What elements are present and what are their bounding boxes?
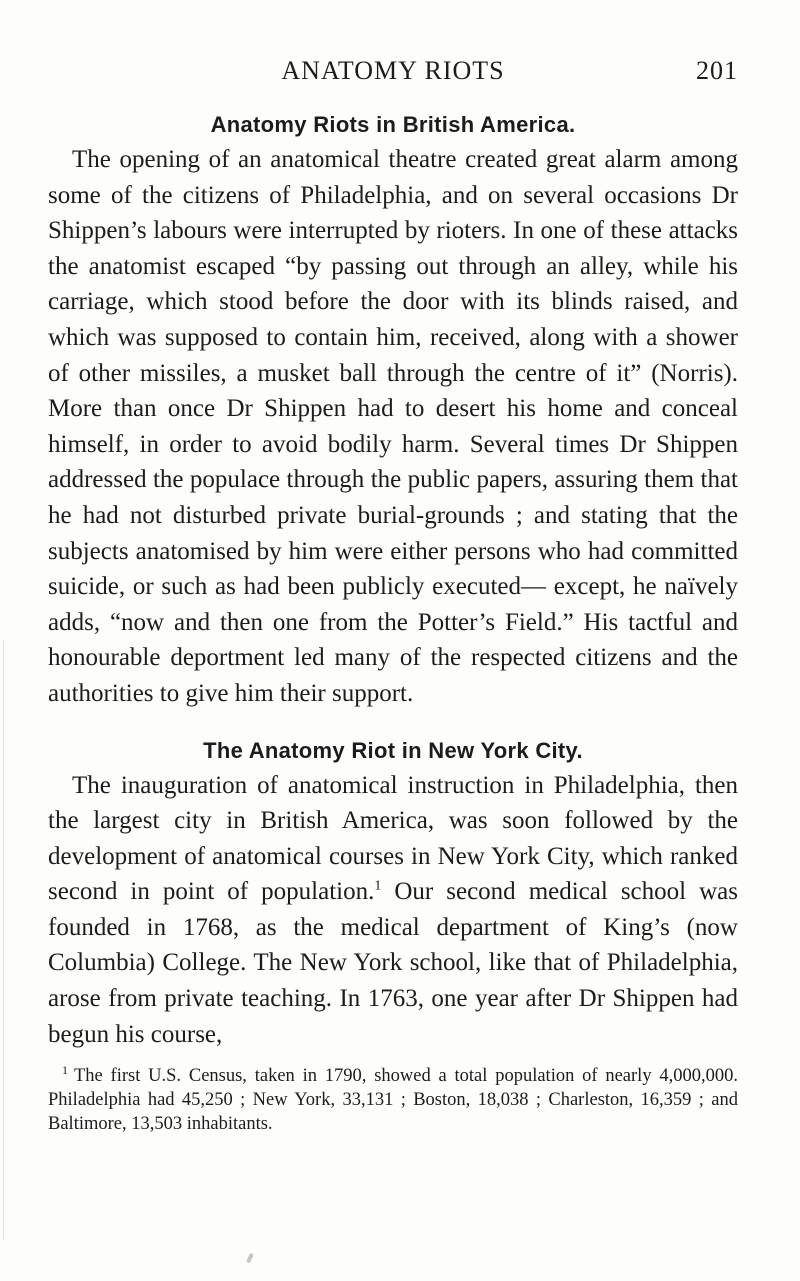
paragraph-british-america: The opening of an anatomical theatre created great alarm among some of the citizens of Philadelphia, and on several occasions Dr Shippen’s labours were interrupted by rioters. In one of these attacks the anatomist escaped “by passing out through an alley, while his carriage, which stood before the door with its blinds raised, and which was supposed to contain him, received, along with a shower of other missiles, a musket ball through the centre of it” (Norris). More than once Dr Shippen had to desert his home and conceal himself, in order to avoid bodily harm. Several times Dr Shippen addressed the populace through the public papers, assuring them that he had not disturbed private burial-grounds ; and stating that the subjects anatomised by him were either persons who had committed suicide, or such as had been publicly executed— except, he naïvely adds, “now and then one from the Potter’s Field.” His tactful and honourable deportment led many of the respected citizens and the authorities to give him their support.: [48, 146, 738, 707]
footnote-marker: 1: [62, 1063, 68, 1078]
footnote: [48, 1058, 738, 1136]
paragraph-new-york-text-part-1: The inauguration of anatomical instruction in Philadelphia, then the largest city in British America, was soon followed by the development of anatomical courses in New York City, which ranked second in point of population.: [48, 771, 738, 906]
running-head: [48, 56, 738, 96]
page-edge-shadow: [3, 640, 4, 1240]
section-heading-new-york: The Anatomy Riot in New York City.: [203, 737, 583, 763]
footnote-reference: 1: [374, 878, 382, 894]
footnotes: [48, 1058, 738, 1136]
paragraph-new-york-text-part-2: Our second medical school was founded in 1768, as the medical department of King’s (now Columbia) College. The New York school, like that of Philadelphia, arose from private teaching. In 1763, one year after Dr Shippen had begun his course,: [48, 878, 738, 1048]
page-number: 201: [696, 56, 738, 85]
margin-mark: [246, 1253, 254, 1264]
running-title: ANATOMY RIOTS: [281, 56, 505, 85]
footnote-text: The first U.S. Census, taken in 1790, showed a total population of nearly 4,000,000. Philadelphia had 45,250 ; New York, 33,131 ; Boston, 18,038 ; Charleston, 16,359 ; and Baltimore, 13,503 inhabitants.: [48, 1066, 738, 1135]
paragraph-new-york: [48, 768, 738, 1053]
section-heading-british-america: Anatomy Riots in British America.: [210, 112, 576, 137]
book-page: [48, 56, 738, 1136]
